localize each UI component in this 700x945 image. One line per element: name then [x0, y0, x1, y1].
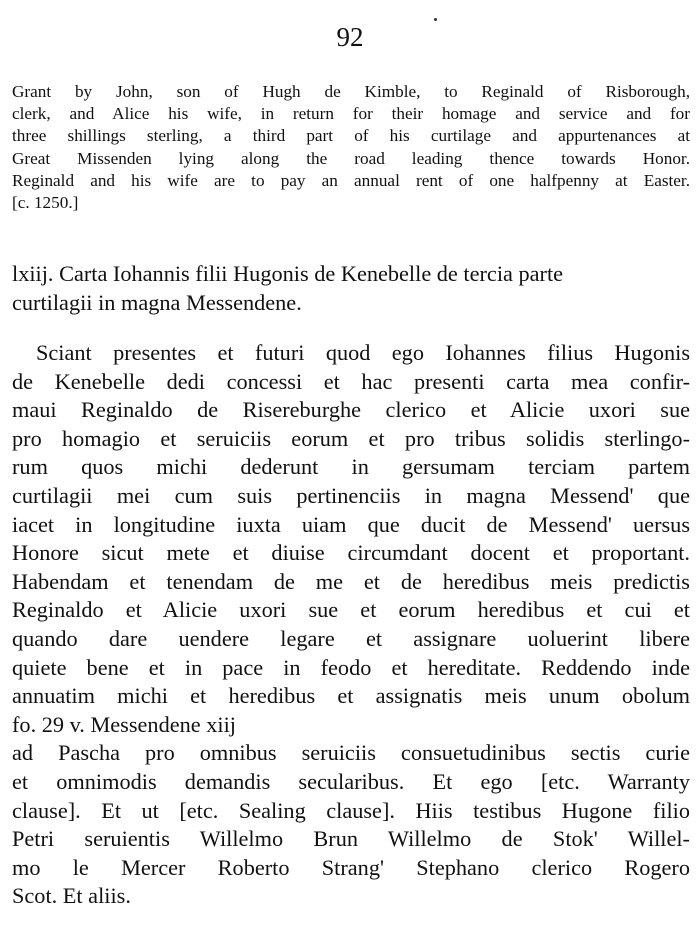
charter-line: Scot. Et aliis. — [12, 883, 131, 909]
charter-line: iacet in longitudine iuxta uiam que ducit de Messend' uersus — [12, 511, 690, 537]
charter-text — [12, 339, 690, 911]
heading-line: lxiij. Carta Iohannis filii Hugonis de Kenebelle de tercia parte — [12, 261, 564, 286]
charter-line: Habendam et tenendam de me et de heredibus meis predictis — [12, 568, 690, 594]
summary-line: three shillings sterling, a third part of his curtilage and appurtenances at — [12, 126, 690, 146]
charter-line: maui Reginaldo de Risereburghe clerico et Alicie uxori sue — [12, 397, 690, 423]
summary-line: Grant by John, son of Hugh de Kimble, to Reginald of Risborough, — [12, 82, 690, 101]
charter-line: pro homagio et seruiciis eorum et pro tribus solidis sterlingo- — [12, 425, 690, 451]
folio-marker: fo. 29 v. Messendene xiij — [12, 711, 236, 737]
summary-line: clerk, and Alice his wife, in return for their homage and service and for — [12, 104, 690, 124]
charter-line: annuatim michi et heredibus et assignatis meis unum obolum — [12, 683, 690, 709]
charter-line: curtilagii mei cum suis pertinenciis in magna Messend' que — [12, 482, 690, 508]
ink-speck — [434, 18, 437, 21]
charter-line: Petri seruientis Willelmo Brun Willelmo de Stok' Willel- — [12, 826, 690, 852]
charter-heading — [12, 260, 690, 317]
charter-line: ad Pascha pro omnibus seruiciis consuetudinibus sectis curie — [12, 740, 690, 766]
charter-line: quiete bene et in pace in feodo et hereditate. Reddendo inde — [12, 654, 690, 680]
summary-date: [c. 1250.] — [12, 193, 79, 213]
heading-line: curtilagii in magna Messendene. — [12, 289, 302, 315]
charter-line: de Kenebelle dedi concessi et hac presenti carta mea confir- — [12, 368, 690, 394]
english-summary — [12, 81, 690, 214]
summary-line: Great Missenden lying along the road leading thence towards Honor. — [12, 148, 690, 168]
charter-line: Honore sicut mete et diuise circumdant docent et proportant. — [12, 540, 690, 566]
summary-line: Reginald and his wife are to pay an annual rent of one halfpenny at Easter. — [12, 170, 690, 190]
charter-line: mo le Mercer Roberto Strang' Stephano clerico Rogero — [12, 854, 690, 880]
page-number: 92 — [336, 22, 364, 52]
charter-line: Sciant presentes et futuri quod ego Iohannes filius Hugonis — [36, 340, 690, 365]
charter-line: rum quos michi dederunt in gersumam terciam partem — [12, 454, 690, 480]
charter-line: quando dare uendere legare et assignare uoluerint libere — [12, 625, 690, 651]
charter-line: et omnimodis demandis secularibus. Et ego [etc. Warranty — [12, 768, 690, 794]
charter-line: clause]. Et ut [etc. Sealing clause]. Hiis testibus Hugone filio — [12, 797, 690, 823]
charter-line: Reginaldo et Alicie uxori sue et eorum heredibus et cui et — [12, 597, 690, 623]
